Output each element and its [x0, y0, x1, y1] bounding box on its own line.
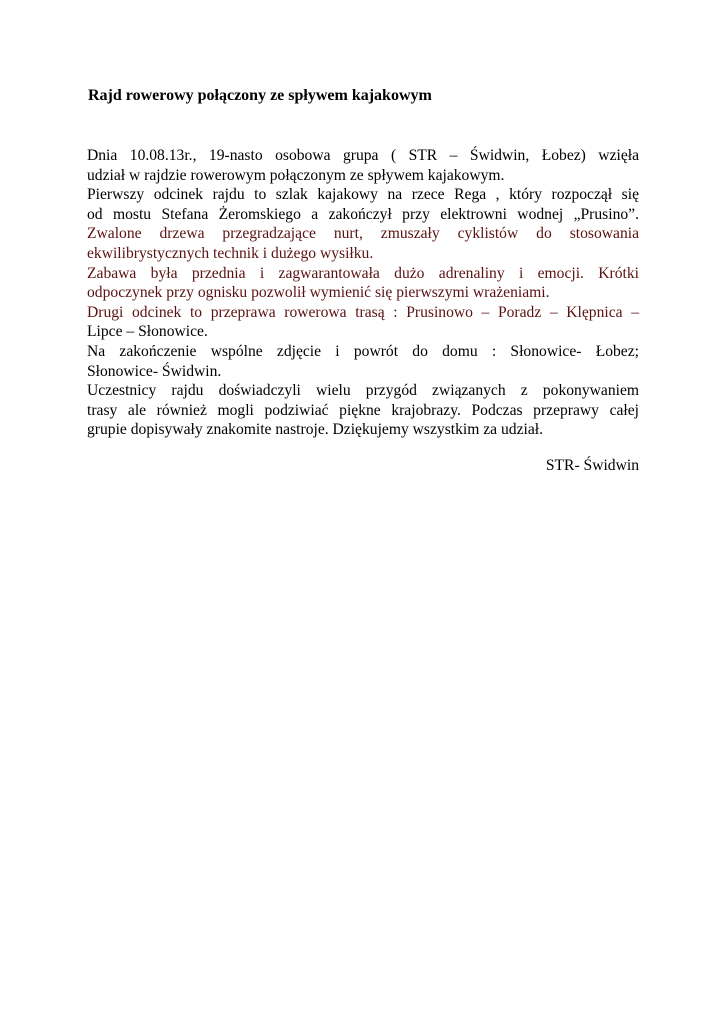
body-line: odpoczynek przy ognisku pozwolił wymienić się pierwszymi wrażeniami. — [87, 284, 550, 302]
body-line: Zabawa była przednia i zagwarantowała dużo adrenaliny i emocji. Krótki — [87, 264, 639, 282]
signature: STR- Świdwin — [545, 457, 639, 474]
body-line: Na zakończenie wspólne zdjęcie i powrót do domu : Słonowice- Łobez; — [87, 342, 639, 360]
body-line: Dnia 10.08.13r., 19-nasto osobowa grupa ( STR – Świdwin, Łobez) wzięła — [87, 147, 639, 164]
body-line: Drugi odcinek to przeprawa rowerowa trasą : Prusinowo – Poradz – Klępnica – — [87, 303, 639, 321]
body-line: grupie dopisywały znakomite nastroje. Dziękujemy wszystkim za udział. — [87, 421, 543, 439]
body-line: trasy ale również mogli podziwiać piękne krajobrazy. Podczas przeprawy całej — [87, 401, 639, 419]
body-line: udział w rajdzie rowerowym połączonym ze spływem kajakowym. — [87, 166, 505, 184]
body-line: Zwalone drzewa przegradzające nurt, zmuszały cyklistów do stosowania — [87, 225, 639, 243]
article-body — [87, 146, 639, 440]
body-line: od mostu Stefana Żeromskiego a zakończył przy elektrowni wodnej „Prusino”. — [87, 205, 639, 223]
body-line: Słonowice- Świdwin. — [87, 362, 222, 380]
document-title: Rajd rowerowy połączony ze spływem kajakowym — [88, 87, 432, 104]
body-line: Uczestnicy rajdu doświadczyli wielu przygód związanych z pokonywaniem — [87, 382, 639, 400]
body-line: ekwilibrystycznych technik i dużego wysiłku. — [87, 244, 374, 262]
body-line: Pierwszy odcinek rajdu to szlak kajakowy na rzece Rega , który rozpoczął się — [87, 186, 639, 204]
body-line: Lipce – Słonowice. — [87, 323, 208, 341]
